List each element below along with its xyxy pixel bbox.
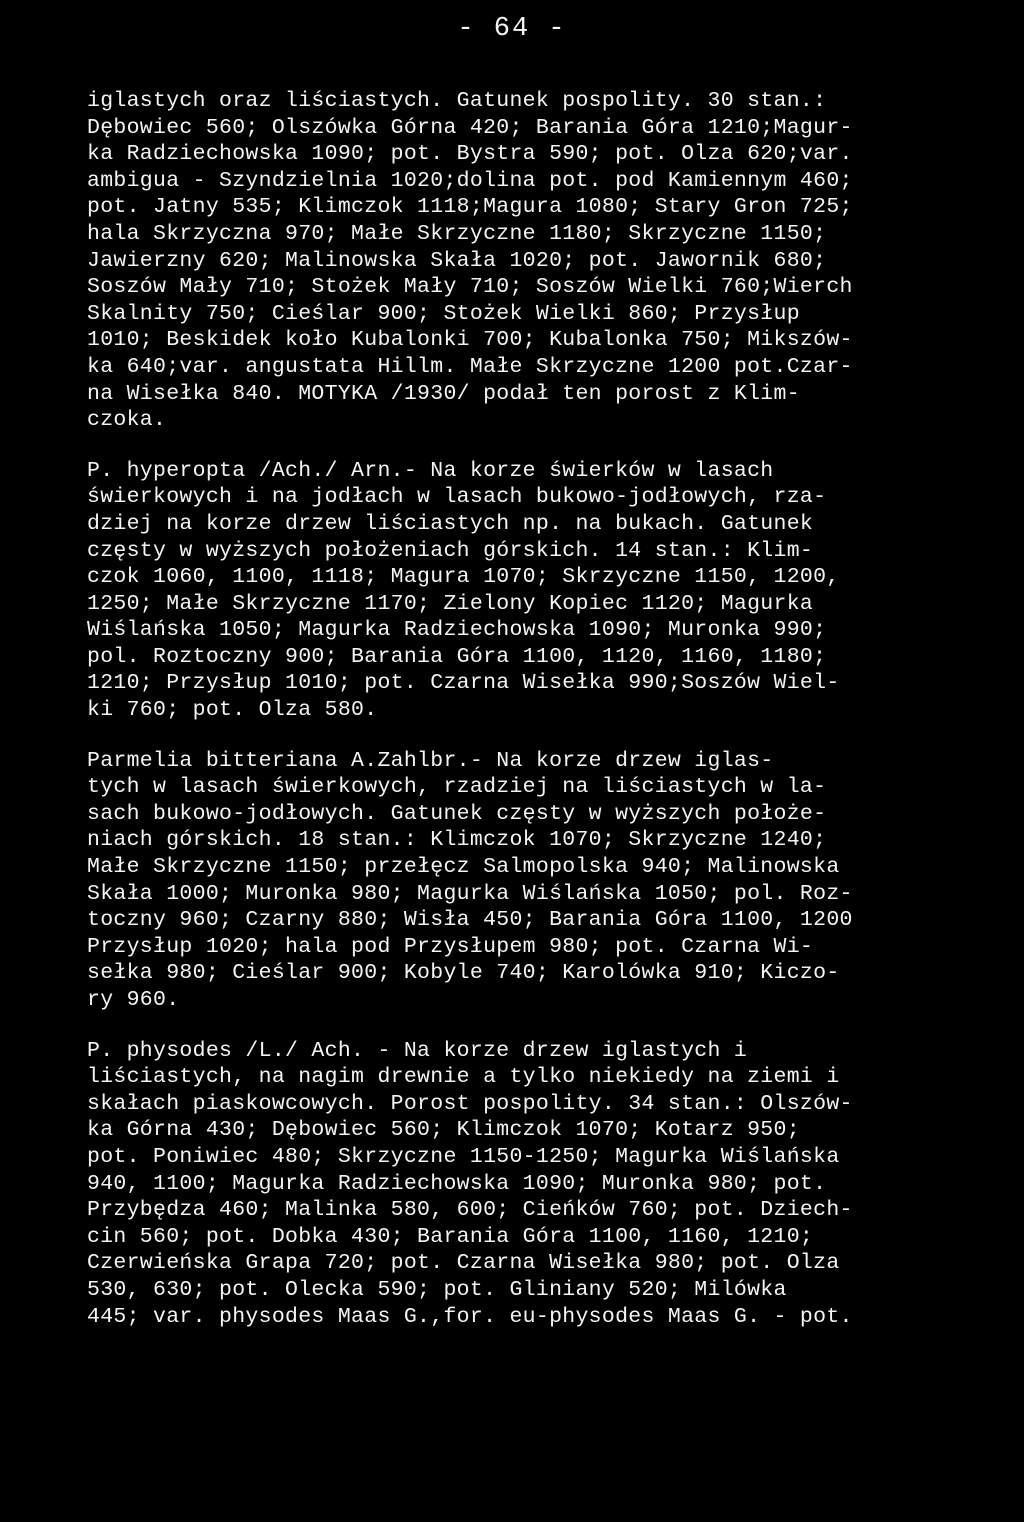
text-line: ka 640;var. angustata Hillm. Małe Skrzyczne 1200 pot.Czar-	[87, 354, 853, 379]
text-line: ka Górna 430; Dębowiec 560; Klimczok 1070; Kotarz 950;	[87, 1118, 800, 1143]
text-line: czoka.	[87, 408, 167, 433]
text-line: pol. Roztoczny 900; Barania Góra 1100, 1120, 1160, 1180;	[87, 644, 827, 669]
paragraph-parmelia-bitteriana	[87, 748, 947, 1014]
text-line: ka Radziechowska 1090; pot. Bystra 590; pot. Olza 620;var.	[87, 142, 853, 167]
text-line: iglastych oraz liściastych. Gatunek pospolity. 30 stan.:	[87, 89, 827, 113]
text-line: 445; var. physodes Maas G.,for. eu-physodes Maas G. - pot.	[87, 1304, 853, 1329]
text-line: dziej na korze drzew liściastych np. na bukach. Gatunek	[87, 511, 814, 536]
text-line: hala Skrzyczna 970; Małe Skrzyczne 1180; Skrzyczne 1150;	[87, 221, 827, 246]
text-line: sełka 980; Cieślar 900; Kobyle 740; Karolówka 910; Kiczo-	[87, 961, 840, 986]
page-number: - 64 -	[457, 14, 567, 44]
text-line: 1210; Przysłup 1010; pot. Czarna Wisełka 990;Soszów Wiel-	[87, 671, 840, 696]
paragraph-iglastych-continuation	[87, 88, 947, 434]
text-line: cin 560; pot. Dobka 430; Barania Góra 1100, 1160, 1210;	[87, 1224, 814, 1249]
text-line: częsty w wyższych położeniach górskich. 14 stan.: Klim-	[87, 538, 814, 563]
text-line: Wiślańska 1050; Magurka Radziechowska 1090; Muronka 990;	[87, 618, 827, 643]
text-line: liściastych, na nagim drewnie a tylko niekiedy na ziemi i	[87, 1065, 840, 1090]
paragraph-parmelia-physodes	[87, 1038, 947, 1331]
text-line: czok 1060, 1100, 1118; Magura 1070; Skrzyczne 1150, 1200,	[87, 565, 840, 590]
text-line: ry 960.	[87, 988, 180, 1012]
text-line: 940, 1100; Magurka Radziechowska 1090; Muronka 980; pot.	[87, 1171, 827, 1196]
text-line: świerkowych i na jodłach w lasach bukowo-jodłowych, rza-	[87, 485, 827, 510]
text-line: pot. Jatny 535; Klimczok 1118;Magura 1080; Stary Gron 725;	[87, 195, 853, 220]
text-line: ambigua - Szyndzielnia 1020;dolina pot. pod Kamiennym 460;	[87, 168, 853, 193]
text-line: 530, 630; pot. Olecka 590; pot. Gliniany 520; Milówka	[87, 1277, 787, 1302]
text-line: na Wisełka 840. MOTYKA /1930/ podał ten porost z Klim-	[87, 381, 800, 406]
text-line: Skała 1000; Muronka 980; Magurka Wiślańska 1050; pol. Roz-	[87, 881, 853, 906]
text-line: Soszów Mały 710; Stożek Mały 710; Soszów Wielki 760;Wierch	[87, 275, 853, 300]
text-line: tych w lasach świerkowych, rzadziej na liściastych w la-	[87, 775, 827, 800]
text-line: ki 760; pot. Olza 580.	[87, 698, 378, 723]
text-line: Przybędza 460; Malinka 580, 600; Cieńków 760; pot. Dziech-	[87, 1198, 853, 1223]
text-line: Skalnity 750; Cieślar 900; Stożek Wielki 860; Przysłup	[87, 301, 800, 326]
text-line: Jawierzny 620; Malinowska Skała 1020; pot. Jawornik 680;	[87, 248, 827, 273]
text-line: Dębowiec 560; Olszówka Górna 420; Barania Góra 1210;Magur-	[87, 115, 853, 140]
text-line: skałach piaskowcowych. Porost pospolity. 34 stan.: Olszów-	[87, 1091, 853, 1116]
text-line: P. physodes /L./ Ach. - Na korze drzew iglastych i	[87, 1038, 748, 1063]
text-line: P. hyperopta /Ach./ Arn.- Na korze świerków w lasach	[87, 458, 774, 483]
text-line: toczny 960; Czarny 880; Wisła 450; Barania Góra 1100, 1200	[87, 908, 853, 933]
text-line: Parmelia bitteriana A.Zahlbr.- Na korze drzew iglas-	[87, 748, 774, 773]
text-line: Małe Skrzyczne 1150; przełęcz Salmopolska 940; Malinowska	[87, 855, 840, 880]
text-line: 1010; Beskidek koło Kubalonki 700; Kubalonka 750; Mikszów-	[87, 328, 853, 353]
text-body	[87, 88, 947, 1354]
text-line: pot. Poniwiec 480; Skrzyczne 1150-1250; Magurka Wiślańska	[87, 1144, 840, 1169]
text-line: 1250; Małe Skrzyczne 1170; Zielony Kopiec 1120; Magurka	[87, 591, 814, 616]
text-line: sach bukowo-jodłowych. Gatunek częsty w wyższych położe-	[87, 801, 827, 826]
paragraph-parmelia-hyperopta	[87, 458, 947, 724]
text-line: niach górskich. 18 stan.: Klimczok 1070; Skrzyczne 1240;	[87, 828, 827, 853]
text-line: Przysłup 1020; hala pod Przysłupem 980; pot. Czarna Wi-	[87, 934, 814, 959]
text-line: Czerwieńska Grapa 720; pot. Czarna Wisełka 980; pot. Olza	[87, 1251, 840, 1276]
